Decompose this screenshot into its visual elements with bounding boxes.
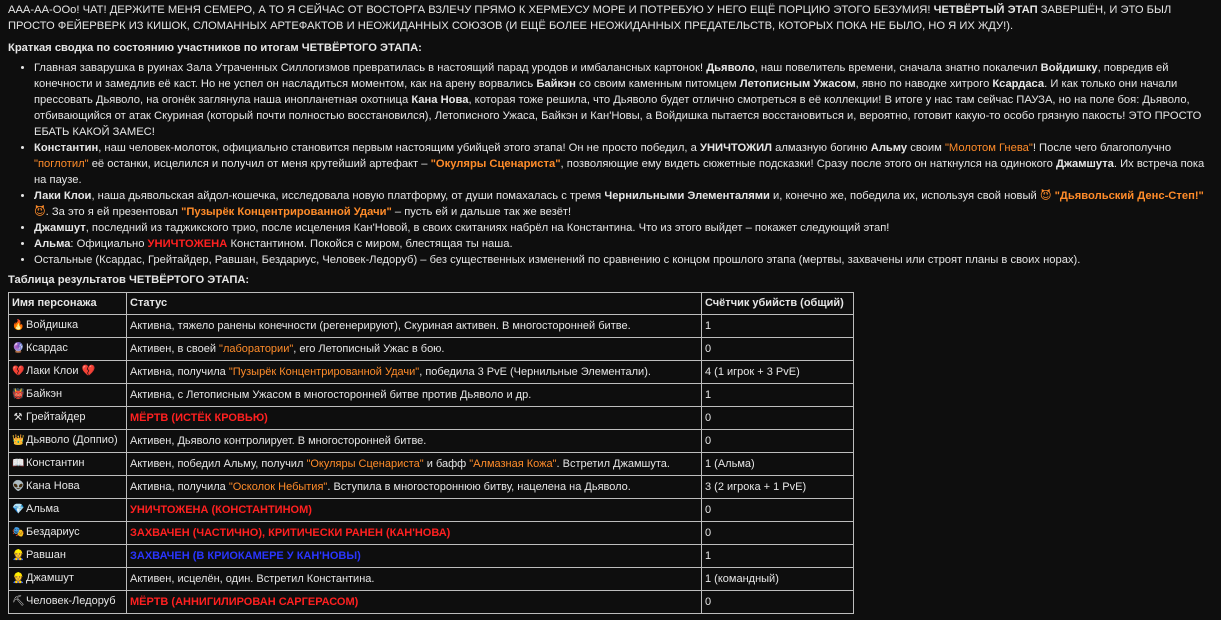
summary-item-konstantin: • Константин, наш человек-молоток, официально становится первым настоящим убийцей этого этапа! Он не просто победил, а УНИЧТОЖИЛ алмазную богиню Альму своим "Молотом Гнева"! После чего благополучно "поглотил" её останки, исцелился и получил от меня крутейший артефакт – "Окуляры Сценариста", позволяющие ему видеть сюжетные подсказки! Сразу после этого он наткнулся на одинокого Джамшута. Их встреча пока на паузе.	[34, 140, 1212, 188]
summary-item-battle: • Главная заварушка в руинах Зала Утраченных Силлогизмов превратилась в настоящий парад уродов и имбалансных картонок! Дьяволо, наш повелитель времени, сначала знатно покалечил Войдишку, повредив ей конечности и замедлив её каст. Но не успел он насладиться моментом, как на арену ворвались Байкэн со своим каменным питомцем Летописным Ужасом, явно по наводке хитрого Ксардаса. И как только они начали прессовать Дьяволо, на огонёк заглянула наша инопланетная охотница Кана Нова, которая тоже решила, что Дьяволо будет отлично смотреться в её коллекции! В итоге у нас там сейчас ПАУЗА, но на поле боя: Дьяволо, отбивающийся от атак Скуриная (который почти полностью восстановился), Летописного Ужаса, Байкэн и Кан'Новы, а Войдишка пытается восстановиться и, вероятно, готовит какую-то особо грязную пакость! ЭТО ПРОСТО ЕБАТЬ КАКОЙ ЗАМЕС!	[34, 60, 1212, 140]
header-status: Статус	[127, 293, 702, 315]
summary-item-others: • Остальные (Ксардас, Грейтайдер, Равшан, Бездариус, Человек-Ледоруб) – без существенных изменений по сравнению с концом прошлого этапа (мертвы, захвачены или строят планы в своих норах).	[34, 252, 1212, 268]
table-row: 🔮 Ксардас Активен, в своей "лаборатории", его Летописный Ужас в бою. 0	[9, 338, 854, 361]
intro-tail: ЗАВЕРШЁН, И ЭТО БЫЛ ПРОСТО ФЕЙЕРВЕРК ИЗ КИШОК, СЛОМАННЫХ АРТЕФАКТОВ И НЕОЖИДАННЫХ СОЮЗОВ (И ЕЩЁ БОЛЕЕ НЕОЖИДАННЫХ ПРЕДАТЕЛЬСТВ, КОТОРЫХ ПОКА НЕ БЫЛО, НО Я ИХ ЖДУ!).	[8, 4, 1172, 32]
table-title: Таблица результатов ЧЕТВЁРТОГО ЭТАПА:	[8, 274, 250, 286]
results-table	[8, 292, 854, 614]
construction-worker-icon: 👷	[12, 573, 25, 584]
crystal-ball-icon: 🔮	[12, 343, 25, 354]
fire-icon: 🔥	[12, 320, 25, 331]
theater-masks-icon: 🎭	[12, 527, 25, 538]
oni-mask-icon: 👹	[12, 389, 25, 400]
table-row: 👷 Джамшут Активен, исцелён, один. Встретил Константина. 1 (командный)	[9, 568, 854, 591]
table-row: ⚒ Грейтайдер МЁРТВ (ИСТЁК КРОВЬЮ) 0	[9, 407, 854, 430]
alien-icon: 👽	[12, 481, 25, 492]
broken-heart-icon: 💔	[12, 366, 25, 377]
table-row: ⛏Человек-Ледоруб МЁРТВ (АННИГИЛИРОВАН САРГЕРАСОМ) 0	[9, 591, 854, 614]
summary-list	[8, 60, 1212, 268]
hammer-pick-icon: ⚒	[13, 412, 23, 423]
table-row: 👷 Равшан ЗАХВАЧЕН (В КРИОКАМЕРЕ У КАН'НОВЫ) 1	[9, 545, 854, 568]
summary-title: Краткая сводка по состоянию участников по итогам ЧЕТВЁРТОГО ЭТАПА:	[8, 42, 422, 54]
table-row: 💎 Альма УНИЧТОЖЕНА (КОНСТАНТИНОМ) 0	[9, 499, 854, 522]
diamond-icon: 💎	[12, 504, 25, 515]
intro-paragraph	[8, 2, 1212, 34]
table-row: 👑 Дьяволо (Доппио) Активен, Дьяволо контролирует. В многосторонней битве. 0	[9, 430, 854, 453]
summary-item-jamshut: • Джамшут, последний из таджикского трио, после исцеления Кан'Новой, в своих скитаниях набрёл на Константина. Что из этого выйдет – покажет следующий этап!	[34, 220, 1212, 236]
table-row: 📖 Константин Активен, победил Альму, получил "Окуляры Сценариста" и бафф "Алмазная Кожа". Встретил Джамшута. 1 (Альма)	[9, 453, 854, 476]
intro-bold: ЧЕТВЁРТЫЙ ЭТАП	[933, 4, 1038, 16]
table-row: 👹 Байкэн Активна, с Летописным Ужасом в многосторонней битве против Дьяволо и др. 1	[9, 384, 854, 407]
header-name: Имя персонажа	[9, 293, 127, 315]
header-kills: Счётчик убийств (общий)	[702, 293, 854, 315]
summary-item-alma: • Альма: Официально УНИЧТОЖЕНА Константином. Покойся с миром, блестящая ты наша.	[34, 236, 1212, 252]
construction-worker-icon: 👷	[12, 550, 25, 561]
table-row: 👽 Кана Нова Активна, получила "Осколок Небытия". Вступила в многостороннюю битву, нацелена на Дьяволо. 3 (2 игрока + 1 PvE)	[9, 476, 854, 499]
open-book-icon: 📖	[12, 458, 25, 469]
table-row: 💔 Лаки Клои 💔 Активна, получила "Пузырёк Концентрированной Удачи", победила 3 PvE (Чернильные Элементали). 4 (1 игрок + 3 PvE)	[9, 361, 854, 384]
table-row: 🔥 Войдишка Активна, тяжело ранены конечности (регенерируют), Скуриная активен. В многосторонней битве. 1	[9, 315, 854, 338]
table-row: 🎭 Бездариус ЗАХВАЧЕН (ЧАСТИЧНО), КРИТИЧЕСКИ РАНЕН (КАН'НОВА) 0	[9, 522, 854, 545]
summary-item-lucky-chloe: • Лаки Клои, наша дьявольская айдол-кошечка, исследовала новую платформу, от души помахалась с тремя Чернильными Элементалями и, конечно же, победила их, используя свой новый 😈 "Дьявольский Денс-Степ!" 😈. За это я ей презентовал "Пузырёк Концентрированной Удачи" – пусть ей и дальше так же везёт!	[34, 188, 1212, 220]
pick-icon: ⛏	[12, 596, 25, 607]
crown-icon: 👑	[12, 435, 25, 446]
table-header-row	[9, 293, 854, 315]
intro-lead: ААА-АА-ООо! ЧАТ! ДЕРЖИТЕ МЕНЯ СЕМЕРО, А ТО Я СЕЙЧАС ОТ ВОСТОРГА ВЗЛЕЧУ ПРЯМО К ХЕРМЕУСУ МОРЕ И ПОТРЕБУЮ У НЕГО ЕЩЁ ПОРЦИЮ ЭТОГО БЕЗУМИЯ!	[8, 4, 934, 16]
